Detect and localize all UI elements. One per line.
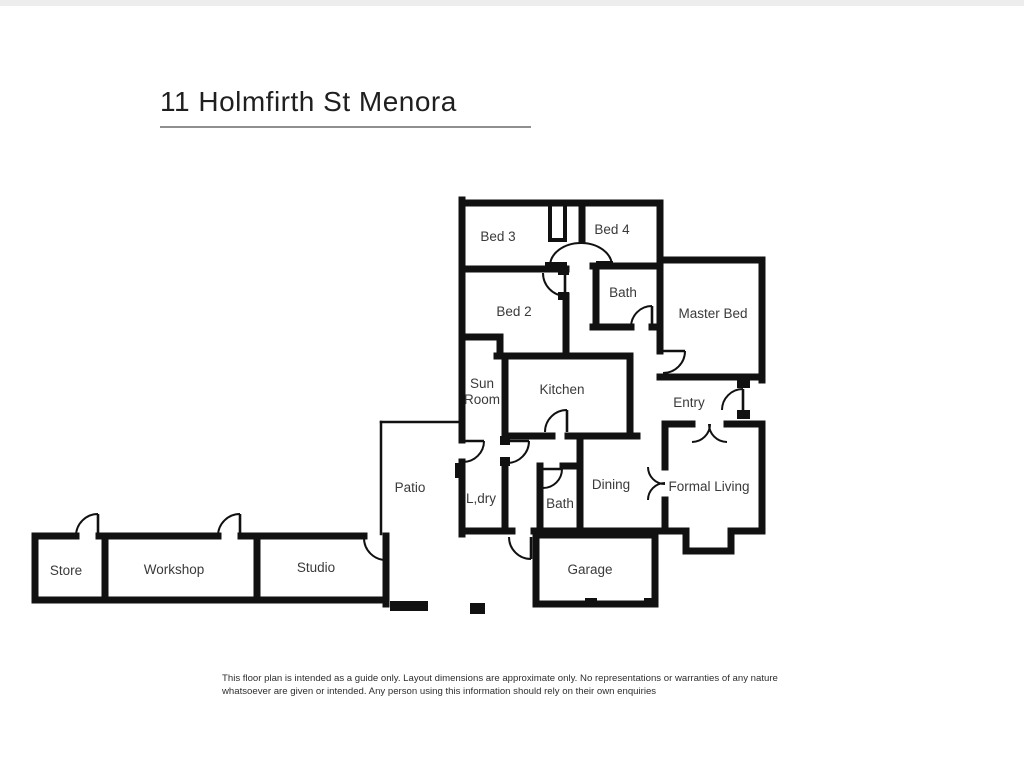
hall-door-arc (507, 441, 529, 463)
disclaimer-line-1: This floor plan is intended as a guide only. Layout dimensions are approximate only. No representations or warranties of any nature (222, 673, 778, 684)
carport-post (470, 603, 485, 614)
hall-door-jamb-bottom (500, 457, 510, 466)
room-label-kitchen: Kitchen (539, 382, 585, 397)
room-label-patio: Patio (394, 480, 426, 495)
hall-arch-jamb-right (596, 261, 613, 269)
bath-lower-door-arc (543, 469, 562, 488)
room-label-dining: Dining (591, 477, 631, 492)
disclaimer-line-2: whatsoever are given or intended. Any person using this information should rely on their own enquiries (222, 686, 657, 697)
room-label-sun-room-line2: Room (463, 392, 501, 407)
room-label-bath-lower: Bath (546, 496, 574, 511)
room-label-entry: Entry (673, 395, 705, 410)
room-label-workshop: Workshop (143, 562, 205, 577)
hall-arch-jamb-left (545, 262, 567, 271)
room-label-store: Store (49, 563, 83, 578)
master-door-arc (663, 351, 685, 373)
carport-wall-stub (390, 601, 428, 611)
hall-door-jamb-top (500, 436, 510, 445)
room-label-bath-upper: Bath (609, 285, 637, 300)
laundry-wall-jamb (455, 463, 463, 478)
front-door-jamb-top (737, 379, 750, 388)
room-label-formal-living: Formal Living (668, 479, 750, 494)
back-door-arc (509, 537, 531, 559)
front-door-arc (722, 389, 743, 410)
patio-door-arc (463, 441, 484, 462)
kitchen-door-arc (545, 410, 567, 432)
garage-door-notch (585, 598, 597, 605)
page-title: 11 Holmfirth St Menora (160, 86, 457, 117)
walls-closet (548, 205, 567, 240)
room-label-studio: Studio (296, 560, 336, 575)
room-labels (50, 222, 750, 578)
door-arcs (76, 243, 743, 560)
walls-main (35, 200, 762, 604)
door-leaves (98, 273, 743, 559)
room-label-sun-room-line1: Sun (469, 376, 495, 391)
room-label-laundry: L,dry (465, 491, 497, 506)
room-label-master-bed: Master Bed (678, 306, 748, 321)
walls-patio (381, 422, 458, 534)
room-label-bed-2: Bed 2 (496, 304, 532, 319)
garage-corner-notch (644, 598, 654, 605)
disclaimer (222, 672, 812, 698)
room-label-bed-4: Bed 4 (594, 222, 630, 237)
room-label-garage: Garage (567, 562, 613, 577)
bed-2-door-jamb-bottom (558, 292, 569, 300)
front-door-jamb-bottom (737, 410, 750, 419)
room-label-bed-3: Bed 3 (480, 229, 516, 244)
